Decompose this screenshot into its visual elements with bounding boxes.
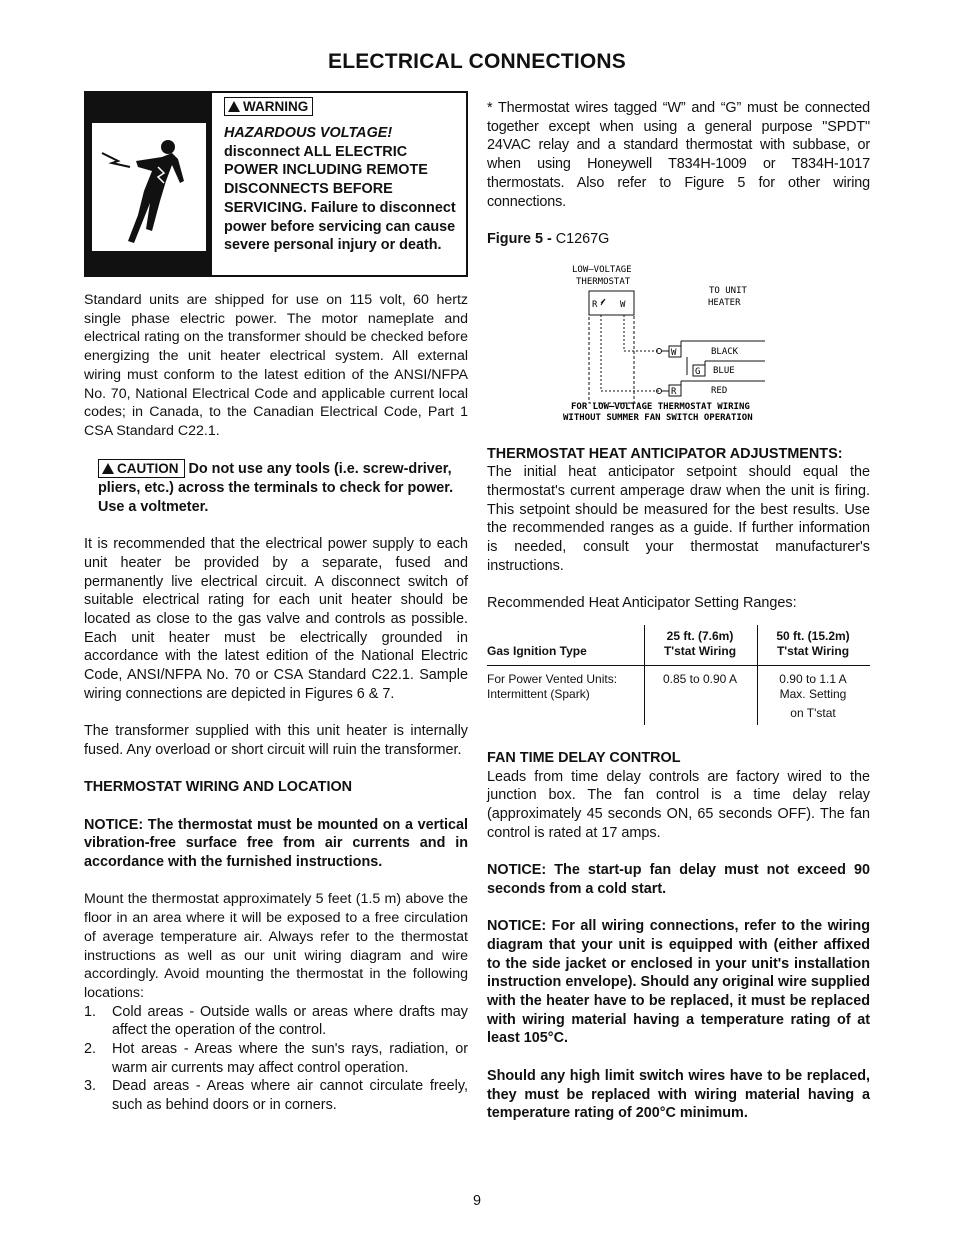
list-item <box>84 1003 468 1040</box>
transformer-paragraph: The transformer supplied with this unit heater is internally fused. Any overload or short circuit will ruin the transformer. <box>84 723 468 758</box>
list-number: 3. <box>84 1078 97 1095</box>
header-50ft-line1: 50 ft. (15.2m) <box>776 628 850 643</box>
anticipator-heading: THERMOSTAT HEAT ANTICIPATOR ADJUSTMENTS: <box>487 445 843 462</box>
cell-50ft-line3: on T'stat <box>790 705 836 720</box>
thermostat-label-1: LOW—VOLTAGE <box>572 264 632 275</box>
warning-box <box>84 91 468 277</box>
list-text: Dead areas - Areas where air cannot circulate freely, such as behind doors or in corners. <box>112 1078 468 1114</box>
warning-heading: HAZARDOUS VOLTAGE! <box>224 125 393 141</box>
wire-red-label: RED <box>711 385 728 396</box>
cell-type <box>487 665 645 725</box>
high-limit-notice: Should any high limit switch wires have to be replaced, they must be replaced with wiring material having a temperature rating of 200°C minimum. <box>487 1067 870 1122</box>
wiring-diagram <box>487 263 870 423</box>
alert-triangle-icon <box>102 463 114 474</box>
thermostat-label-2: THERMOSTAT <box>576 276 631 287</box>
power-paragraph: Standard units are shipped for use on 115 volt, 60 hertz single phase electric power. The motor nameplate and electrical rating on the transformer should be checked before energizing the unit heater electrical system. All external wiring must conform to the latest edition of the ANSI/NFPA No. 70, National Electrical Code and applicable current local codes; in Canada, to the Canadian Electrical Code, Part 1 CSA Standard C22.1. <box>84 292 468 439</box>
header-25ft-line2: T'stat Wiring <box>663 643 737 658</box>
caution-notice <box>84 459 468 516</box>
fan-delay-notice: NOTICE: The start-up fan delay must not exceed 90 seconds from a cold start. <box>487 862 870 897</box>
warning-body: disconnect ALL ELECTRIC POWER INCLUDING REMOTE DISCONNECTS BEFORE SERVICING. Failure to disconnect power before servicing can cause severe personal injury or death. <box>224 143 456 254</box>
warning-tag <box>224 97 313 116</box>
electric-shock-icon <box>92 123 206 251</box>
mounting-notice: NOTICE: The thermostat must be mounted on a vertical vibration-free surface free from air currents and in accordance with the furnished instructions. <box>84 816 468 871</box>
list-item <box>84 1040 468 1077</box>
wire-blue-label: BLUE <box>713 365 735 376</box>
unit-label-2: HEATER <box>708 297 741 308</box>
avoid-locations-list <box>84 1003 468 1115</box>
figure-label: Figure 5 - <box>487 230 552 247</box>
list-item <box>84 1077 468 1114</box>
unit-terminal-w: W <box>671 347 677 358</box>
anticipator-table <box>487 625 870 725</box>
thermostat-terminal-w: W <box>620 299 626 310</box>
page-title: ELECTRICAL CONNECTIONS <box>327 50 627 73</box>
page-number: 9 <box>472 1193 481 1209</box>
fan-paragraph: Leads from time delay controls are factory wired to the junction box. The fan control is a time delay relay (approximately 45 seconds ON, 65 seconds OFF). The fan control is rated at 17 amps. <box>487 768 870 841</box>
left-column <box>84 91 468 1115</box>
cell-type-line1: For Power Vented Units: <box>487 671 618 686</box>
warning-tag-label: WARNING <box>243 99 309 114</box>
caution-text: Do not use any tools (i.e. screw-driver, pliers, etc.) across the terminals to check for power. Use a voltmeter. <box>98 461 454 515</box>
figure-caption <box>487 230 870 249</box>
header-25ft-line1: 25 ft. (7.6m) <box>666 628 734 643</box>
diagram-caption-2: WITHOUT SUMMER FAN SWITCH OPERATION <box>563 412 753 423</box>
supply-paragraph: It is recommended that the electrical power supply to each unit heater be provided by a separate, fused and permanently live electrical circuit. A disconnect switch of suitable electrical rating for each unit heater should be located as close to the gas valve and controls as possible. Each unit heater must be electrically grounded in accordance with the latest edition of the National Electric Code, ANSI/NFPA No. 70 or CSA Standard C22.1. Sample wiring connections are depicted in Figures 6 & 7. <box>84 536 468 702</box>
anticipator-ranges-label: Recommended Heat Anticipator Setting Ranges: <box>487 595 797 612</box>
cell-50ft-line1: 0.90 to 1.1 A <box>779 671 847 686</box>
unit-terminal-r: R <box>671 386 677 397</box>
fan-heading: FAN TIME DELAY CONTROL <box>487 749 681 766</box>
alert-triangle-icon <box>228 101 240 112</box>
thermostat-wires-paragraph: * Thermostat wires tagged “W” and “G” must be connected together except when using a general purpose "SPDT" 24VAC relay and a standard thermostat with subbase, or when using Honeywell T834H-1009 or T834H-1017 thermostats. Also refer to Figure 5 for other wiring connections. <box>487 100 870 210</box>
caution-tag <box>98 459 185 478</box>
table-header-type: Gas Ignition Type <box>487 625 645 666</box>
warning-panel <box>86 93 212 275</box>
right-column <box>487 99 870 1123</box>
cell-50ft <box>758 665 871 725</box>
wire-black-label: BLACK <box>711 346 739 357</box>
table-row <box>487 665 870 725</box>
list-number: 2. <box>84 1041 97 1058</box>
table-header-25ft <box>645 625 758 666</box>
wiring-notice: NOTICE: For all wiring connections, refer to the wiring diagram that your unit is equipped with (either affixed to the side jacket or enclosed in your unit's installation instruction envelope). Should any original wire supplied with the heater have to be replaced, it must be replaced with wiring material having a temperature rating of at least 105°C. <box>487 918 870 1047</box>
header-50ft-line2: T'stat Wiring <box>776 643 850 658</box>
caution-tag-label: CAUTION <box>117 461 179 477</box>
unit-terminal-g: G <box>695 366 701 377</box>
cell-25ft: 0.85 to 0.90 A <box>645 665 758 725</box>
list-text: Cold areas - Outside walls or areas where drafts may affect the operation of the control. <box>112 1003 468 1039</box>
anticipator-paragraph: The initial heat anticipator setpoint should equal the thermostat's current amperage draw when the unit is firing. This setpoint should be measured for the best results. Use the recommended ranges as a guide. If further information is needed, consult your thermostat manufacturer's instructions. <box>487 464 870 574</box>
diagram-caption-1: FOR LOW—VOLTAGE THERMOSTAT WIRING <box>571 401 750 412</box>
mounting-paragraph: Mount the thermostat approximately 5 feet (1.5 m) above the floor in an area where it will be exposed to a free circulation of average temperature air. Always refer to the thermostat instructions as well as our unit wiring diagram and wire accordingly. Avoid mounting the thermostat in the following locations: <box>84 891 468 1001</box>
table-header-row <box>487 625 870 666</box>
unit-label-1: TO UNIT <box>709 285 747 296</box>
warning-text <box>224 97 464 255</box>
thermostat-terminal-r: R <box>592 299 598 310</box>
figure-code: C1267G <box>555 230 610 247</box>
list-number: 1. <box>84 1003 97 1020</box>
table-header-50ft <box>758 625 871 666</box>
thermostat-heading: THERMOSTAT WIRING AND LOCATION <box>84 779 353 796</box>
cell-50ft-line2: Max. Setting <box>779 686 847 701</box>
cell-type-line2: Intermittent (Spark) <box>487 686 590 701</box>
list-text: Hot areas - Areas where the sun's rays, radiation, or warm air currents may affect control operation. <box>112 1041 468 1076</box>
